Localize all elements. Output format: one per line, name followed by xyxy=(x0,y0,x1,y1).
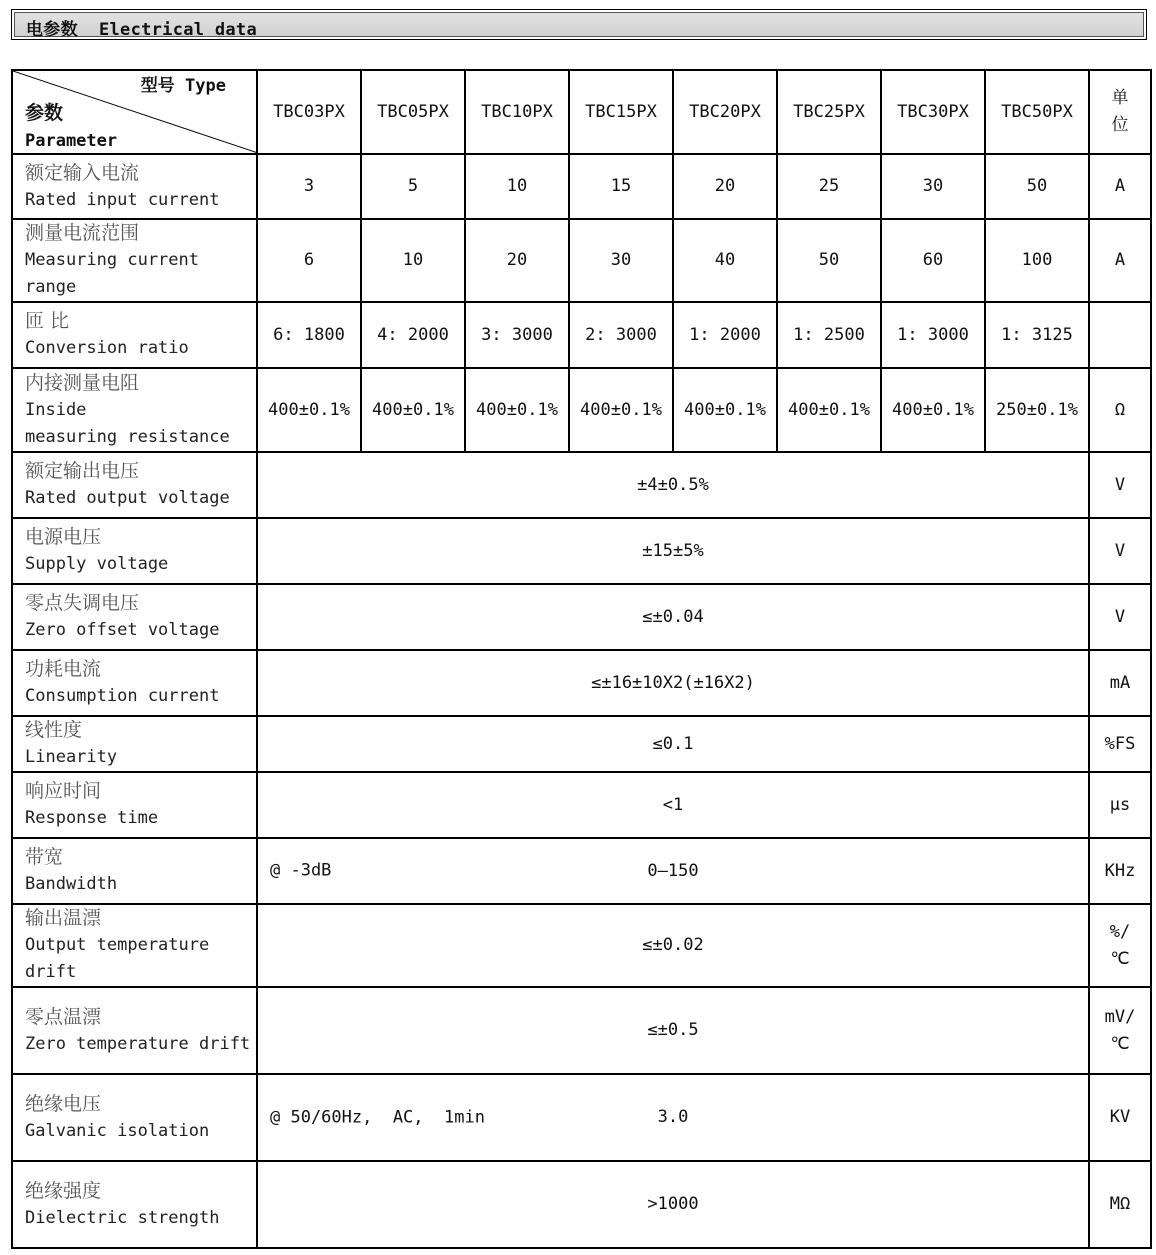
value-cell: 20 xyxy=(673,154,777,219)
electrical-data-table xyxy=(11,69,1152,1249)
value-cell: ±15±5% xyxy=(257,518,1089,584)
unit-cell: V xyxy=(1089,452,1151,518)
condition-label: @ 50/60Hz, AC, 1min xyxy=(270,1107,485,1127)
parameter-cell: 带宽 Bandwidth xyxy=(12,838,257,904)
value-cell: 400±0.1% xyxy=(361,368,465,452)
value-cell: 1: 3000 xyxy=(881,302,985,368)
condition-label: @ -3dB xyxy=(270,860,332,881)
model-header: TBC15PX xyxy=(569,70,673,154)
table-row xyxy=(12,219,1151,302)
value-cell: 400±0.1% xyxy=(777,368,881,452)
value-cell xyxy=(257,1074,1089,1161)
parameter-cell: 测量电流范围 Measuring current range xyxy=(12,219,257,302)
value-cell: ≤±16±10X2(±16X2) xyxy=(257,650,1089,716)
table-row xyxy=(12,838,1151,904)
header-parameter-label: 参数 Parameter xyxy=(25,102,118,151)
parameter-cell: 绝缘电压 Galvanic isolation xyxy=(12,1074,257,1161)
table-row xyxy=(12,154,1151,219)
value-cell: 25 xyxy=(777,154,881,219)
header-corner-cell xyxy=(12,70,257,154)
value-cell: 6: 1800 xyxy=(257,302,361,368)
table-row xyxy=(12,302,1151,368)
unit-cell: V xyxy=(1089,584,1151,650)
model-header: TBC30PX xyxy=(881,70,985,154)
value-cell: ≤±0.04 xyxy=(257,584,1089,650)
value-cell: 400±0.1% xyxy=(673,368,777,452)
table-row xyxy=(12,650,1151,716)
model-header: TBC05PX xyxy=(361,70,465,154)
parameter-cell: 内接测量电阻 Inside measuring resistance xyxy=(12,368,257,452)
value-cell: >1000 xyxy=(257,1161,1089,1248)
model-header: TBC10PX xyxy=(465,70,569,154)
parameter-cell: 线性度 Linearity xyxy=(12,716,257,772)
unit-cell xyxy=(1089,302,1151,368)
table-row xyxy=(12,716,1151,772)
value-cell: 1: 3125 xyxy=(985,302,1089,368)
parameter-cell: 输出温漂 Output temperature drift xyxy=(12,904,257,987)
parameter-cell: 响应时间 Response time xyxy=(12,772,257,838)
value-cell: 40 xyxy=(673,219,777,302)
value-cell: 3: 3000 xyxy=(465,302,569,368)
unit-cell: Ω xyxy=(1089,368,1151,452)
table-row xyxy=(12,518,1151,584)
parameter-cell: 零点温漂 Zero temperature drift xyxy=(12,987,257,1074)
unit-cell: %FS xyxy=(1089,716,1151,772)
parameter-cell: 额定输入电流 Rated input current xyxy=(12,154,257,219)
parameter-cell: 绝缘强度 Dielectric strength xyxy=(12,1161,257,1248)
table-row xyxy=(12,772,1151,838)
value-cell xyxy=(257,838,1089,904)
parameter-cell: 额定输出电压 Rated output voltage xyxy=(12,452,257,518)
value-cell: 30 xyxy=(881,154,985,219)
value-cell: ±4±0.5% xyxy=(257,452,1089,518)
value-cell: 250±0.1% xyxy=(985,368,1089,452)
value-cell: ≤0.1 xyxy=(257,716,1089,772)
model-header: TBC50PX xyxy=(985,70,1089,154)
value-cell: ≤±0.5 xyxy=(257,987,1089,1074)
value-cell: 400±0.1% xyxy=(881,368,985,452)
value-cell: 400±0.1% xyxy=(465,368,569,452)
value-cell: 50 xyxy=(777,219,881,302)
unit-cell: mV/ ℃ xyxy=(1089,987,1151,1074)
parameter-cell: 零点失调电压 Zero offset voltage xyxy=(12,584,257,650)
model-header: TBC25PX xyxy=(777,70,881,154)
table-row xyxy=(12,1074,1151,1161)
value-text: 0—150 xyxy=(647,860,699,881)
value-cell: 400±0.1% xyxy=(257,368,361,452)
value-cell: 3 xyxy=(257,154,361,219)
value-text: 3.0 xyxy=(657,1107,689,1127)
value-cell: <1 xyxy=(257,772,1089,838)
unit-cell: MΩ xyxy=(1089,1161,1151,1248)
value-cell: 50 xyxy=(985,154,1089,219)
value-cell: 4: 2000 xyxy=(361,302,465,368)
value-cell: 1: 2500 xyxy=(777,302,881,368)
unit-cell: KHz xyxy=(1089,838,1151,904)
unit-cell: KV xyxy=(1089,1074,1151,1161)
header-type-label: 型号 Type xyxy=(140,76,226,96)
unit-cell: A xyxy=(1089,219,1151,302)
table-row xyxy=(12,368,1151,452)
model-header: TBC20PX xyxy=(673,70,777,154)
table-row xyxy=(12,452,1151,518)
unit-cell: %/ ℃ xyxy=(1089,904,1151,987)
value-cell: 5 xyxy=(361,154,465,219)
table-row xyxy=(12,987,1151,1074)
model-header: TBC03PX xyxy=(257,70,361,154)
value-cell: 30 xyxy=(569,219,673,302)
parameter-cell: 功耗电流 Consumption current xyxy=(12,650,257,716)
section-title: 电参数 Electrical data xyxy=(26,20,257,40)
value-cell: 400±0.1% xyxy=(569,368,673,452)
table-row xyxy=(12,904,1151,987)
value-cell: 10 xyxy=(465,154,569,219)
unit-cell: μs xyxy=(1089,772,1151,838)
value-cell: 2: 3000 xyxy=(569,302,673,368)
value-cell: 60 xyxy=(881,219,985,302)
unit-cell: V xyxy=(1089,518,1151,584)
section-title-bar xyxy=(11,9,1147,40)
value-cell: ≤±0.02 xyxy=(257,904,1089,987)
unit-cell: mA xyxy=(1089,650,1151,716)
unit-cell: A xyxy=(1089,154,1151,219)
value-cell: 100 xyxy=(985,219,1089,302)
value-cell: 20 xyxy=(465,219,569,302)
parameter-cell: 电源电压 Supply voltage xyxy=(12,518,257,584)
table-row xyxy=(12,1161,1151,1248)
value-cell: 6 xyxy=(257,219,361,302)
value-cell: 1: 2000 xyxy=(673,302,777,368)
value-cell: 10 xyxy=(361,219,465,302)
table-row xyxy=(12,584,1151,650)
unit-header: 单 位 xyxy=(1089,70,1151,154)
value-cell: 15 xyxy=(569,154,673,219)
header-row xyxy=(12,70,1151,154)
parameter-cell: 匝 比 Conversion ratio xyxy=(12,302,257,368)
